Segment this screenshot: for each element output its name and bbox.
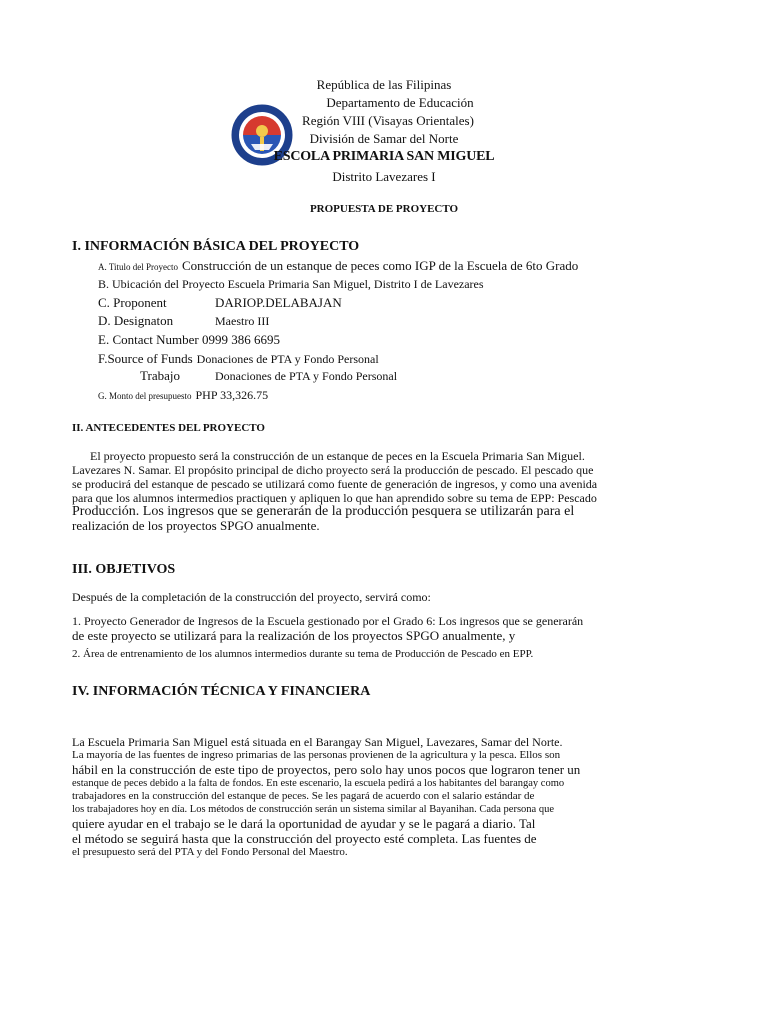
header-division: División de Samar del Norte [309,131,459,146]
paragraph-line: trabajadores en la construcción del estanque de peces. Se les pagará de acuerdo con el salario estándar de [72,790,535,802]
field-location: B. Ubicación del Proyecto Escuela Primaria San Miguel, Distrito I de Lavezares [98,277,484,291]
field-labor-value: Donaciones de PTA y Fondo Personal [215,369,398,383]
section3-intro: Después de la completación de la construcción del proyecto, servirá como: [72,590,431,604]
field-designation-value: Maestro III [215,314,270,328]
field-budget-value: PHP 33,326.75 [195,388,269,402]
objective-2: 2. Área de entrenamiento de los alumnos intermedios durante su tema de Producción de Pescado en EPP. [72,648,534,660]
paragraph-line: El proyecto propuesto será la construcción de un estanque de peces en la Escuela Primaria San Miguel. [90,449,585,463]
field-proponent-value: DARIOP.DELABAJAN [215,295,342,310]
field-project-title [98,257,578,275]
paragraph-line: quiere ayudar en el trabajo se le dará la oportunidad de ayudar y se le pagará a diario. Tal [72,816,536,831]
header-district: Distrito Lavezares I [332,169,436,184]
field-budget-label: G. Monto del presupuesto [98,391,192,401]
field-designation-label: D. Designaton [98,313,174,328]
objective-1-line-1: 1. Proyecto Generador de Ingresos de la Escuela gestionado por el Grado 6: Los ingresos que se generarán [72,614,584,628]
paragraph-line: Lavezares N. Samar. El propósito principal de dicho proyecto será la producción de pescado. El pescado que [72,463,594,477]
field-project-title-value: Construcción de un estanque de peces como IGP de la Escuela de 6to Grado [182,258,579,273]
paragraph-line: el presupuesto será del PTA y del Fondo Personal del Maestro. [72,846,348,858]
paragraph-line: se producirá del estanque de pescado se utilizará como fuente de generación de ingresos, y como una avenida [72,477,598,491]
field-source-of-funds [98,350,379,368]
header-region: Región VIII (Visayas Orientales) [302,113,474,128]
paragraph-line: el método se seguirá hasta que la construcción del proyecto esté completa. Las fuentes de [72,831,537,846]
paragraph-line: para que los alumnos intermedios practiquen y apliquen lo que han aprendido sobre su tema de EPP: Pescado [72,491,597,505]
header-department: Departamento de Educación [326,95,474,110]
header-school-name: ESCOLA PRIMARIA SAN MIGUEL [273,149,495,164]
field-proponent-label: C. Proponent [98,295,167,310]
section2-heading: II. ANTECEDENTES DEL PROYECTO [72,422,265,434]
paragraph-line: Producción. Los ingresos que se generarán de la producción pesquera se utilizarán para el [72,504,575,519]
field-budget [98,386,268,404]
field-source-of-funds-value: Donaciones de PTA y Fondo Personal [196,352,379,366]
section2-paragraph [72,449,632,533]
objective-1-line-2: de este proyecto se utilizará para la realización de los proyectos SPGO anualmente, y [72,628,516,643]
section4-paragraph [72,736,632,859]
paragraph-line: La Escuela Primaria San Miguel está situada en el Barangay San Miguel, Lavezares, Samar del Norte. [72,735,563,749]
document-title: PROPUESTA DE PROYECTO [309,203,459,215]
paragraph-line: estanque de peces debido a la falta de fondos. En este escenario, la escuela pedirá a los habitantes del barangay como [72,778,565,789]
header-country: República de las Filipinas [316,77,452,92]
field-project-title-label: A. Titulo del Proyecto [98,262,179,272]
paragraph-line: hábil en la construcción de este tipo de proyectos, pero solo hay unos pocos que lograron tener un [72,762,581,777]
section3-heading: III. OBJETIVOS [72,562,176,577]
field-source-of-funds-label: F.Source of Funds [98,351,193,366]
paragraph-line: La mayoría de las fuentes de ingreso primarias de las personas provienen de la agricultura y la pesca. Ellos son [72,749,561,761]
paragraph-line: realización de los proyectos SPGO anualmente. [72,518,320,533]
field-labor-label: Trabajo [140,368,180,383]
section1-heading: I. INFORMACIÓN BÁSICA DEL PROYECTO [72,239,360,254]
field-contact-number: E. Contact Number 0999 386 6695 [98,332,280,347]
paragraph-line: los trabajadores hoy en día. Los métodos de construcción serán un sistema similar al Bayanihan. Cada persona que [72,804,554,815]
section4-heading: IV. INFORMACIÓN TÉCNICA Y FINANCIERA [72,684,371,699]
